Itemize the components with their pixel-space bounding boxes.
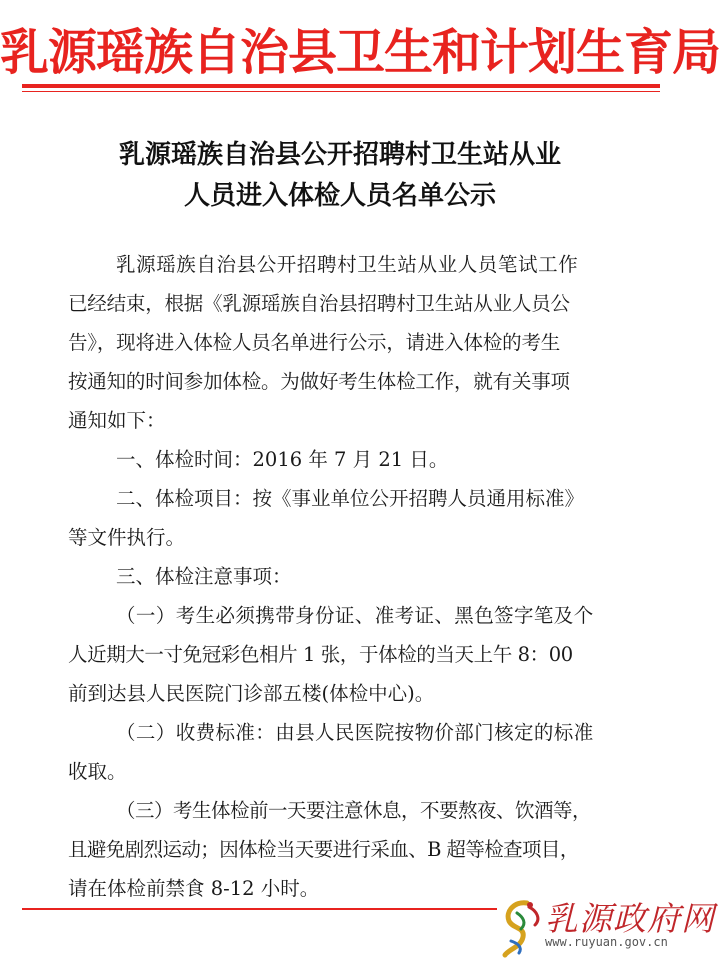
- body-line: 收取。: [68, 760, 127, 783]
- watermark-site-name: 乳源政府网: [545, 899, 715, 938]
- body-line: 告》，现将进入体检人员名单进行公示，请进入体检的考生: [68, 331, 561, 354]
- body-line: 且避免剧烈运动；因体检当天要进行采血、B 超等检查项目，: [68, 838, 579, 861]
- body-line: 等文件执行。: [68, 526, 186, 549]
- watermark-url: www.ruyuan.gov.cn: [545, 935, 668, 949]
- body-line: 通知如下：: [68, 409, 166, 432]
- document-title-line-1: 乳源瑶族自治县公开招聘村卫生站从业: [118, 140, 561, 170]
- letterhead-title: 乳源瑶族自治县卫生和计划生育局: [0, 24, 720, 81]
- dragon-icon: [497, 897, 549, 959]
- body-line: 人近期大一寸免冠彩色相片 1 张，于体检的当天上午 8：00: [68, 643, 573, 666]
- body-line: 一、体检时间：2016 年 7 月 21 日。: [116, 448, 449, 471]
- body-line: 已经结束，根据《乳源瑶族自治县招聘村卫生站从业人员公: [68, 292, 570, 315]
- body-line: 前到达县人民医院门诊部五楼(体检中心)。: [68, 682, 435, 705]
- body-line: （二）收费标准：由县人民医院按物价部门核定的标准: [116, 721, 594, 744]
- watermark-logo: [497, 893, 715, 959]
- body-line: 按通知的时间参加体检。为做好考生体检工作，就有关事项: [68, 370, 570, 393]
- body-line: 请在体检前禁食 8-12 小时。: [68, 877, 320, 900]
- body-line: （一）考生必须携带身份证、准考证、黑色签字笔及个: [116, 604, 594, 627]
- body-line: （三）考生体检前一天要注意休息，不要熬夜、饮酒等，: [116, 799, 592, 822]
- document-title-line-2: 人员进入体检人员名单公示: [183, 181, 496, 211]
- body-line: 二、体检项目：按《事业单位公开招聘人员通用标准》: [116, 487, 585, 510]
- letterhead-rule-thick: [22, 84, 660, 88]
- body-line: 乳源瑶族自治县公开招聘村卫生站从业人员笔试工作: [116, 253, 579, 276]
- letterhead-rule-thin: [22, 91, 660, 92]
- body-line: 三、体检注意事项：: [116, 565, 292, 588]
